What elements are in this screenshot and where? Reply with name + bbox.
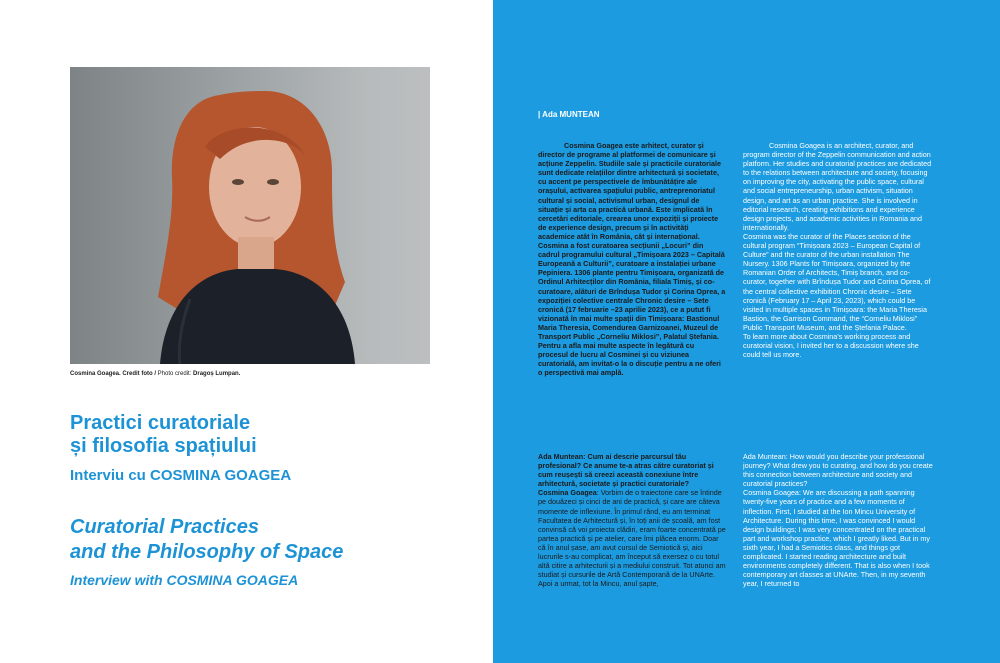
interview-en-question: Ada Muntean: How would you describe your professional journey? What drew you to curating, and how do you create this connection between architecture and society and curatorial practices? [743,452,933,489]
interview-en-answer-label: Cosmina Goagea [743,488,799,498]
portrait-illustration [70,67,430,364]
intro-ro-paragraph-1: Cosmina Goagea este arhitect, curator și director de programe al platformei de comunicare și acțiune Zeppelin. Studiile sale și practicile curatoriale sunt dedicate relațiilor dintre arhitectură și societate, cu accent pe perspectivele de îmbunătățire ale orașului, activarea spațiului public, antreprenoriatul cultural și social, activismul urban, designul de situație și arta ca practică urbană. Este implicată în cercetări editoriale, crearea unor expoziții și proiecte de experience design, precum și în activități academice atât în România, cât și internațional. [538,141,721,241]
intro-romanian-column [538,141,726,431]
title-ro-line2: și filosofia spațiului [70,435,257,457]
title-ro-line1: Practici curatoriale [70,412,251,434]
title-romanian [70,412,470,458]
interview-en-answer-text: : We are discussing a path spanning twenty-five years of practice and a few moments of inflection. First, I studied at the Ion Mincu University of Architecture. During this time, I was convinced I would design buildings; I was very concentrated on the practical part and workshop practice, which I greatly liked. But in my sixth year, I had a Semiotics class, and things got complicated. I started reading architecture and built environments completely different. That is also when I took contemporary art classes at UNArte. Then, in my seventh year, I returned to [743,488,930,589]
subtitle-romanian [70,467,291,484]
interview-english-column [743,452,933,663]
intro-en-paragraph-1: Cosmina Goagea is an architect, curator, and program director of the Zeppelin communication and action platform. Her studies and curatorial practices are dedicated to the relations between architecture and society, focusing on improving the city, activating the public space, cultural and social entrepreneurship, urban activism, situation design, and art as an urban practice. She is involved in editorial research, creating exhibitions and experience design projects, and academic activities in Romania and internationally. [743,141,932,232]
interview-en-answer [743,488,933,588]
caption-rest: Photo credit: [156,371,194,377]
interview-ro-question: Ada Muntean: Cum ai descrie parcursul tău profesional? Ce anume te-a atras către curatoriat și cum reușești să creezi această conexiune între arhitectură, societate și practici curatoriale? [538,452,714,489]
subtitle-ro-name: COSMINA GOAGEA [150,467,292,484]
left-page [0,0,493,663]
interview-ro-answer-text: : Vorbim de o traiectorie care se întinde pe douăzeci și cinci de ani de practică, și care are câteva momente de inflexiune. În primul rând, eu am terminat Facultatea de Arhitectură și, în toți anii de școală, am fost convinsă că voi proiecta clădiri, eram foarte concentrată pe partea practică și pe atelier, care îmi plăcea enorm. Doar că în anul șase, am avut cursul de Semiotică și, aici lucrurile s-au complicat, am început să exersez o cu totul altă citire a arhitecturii și a mediului construit. Tot atunci am studiat și cursurile de Artă Contemporană de la UNArte. Apoi a urmat, tot la Mincu, anul șapte, [538,488,726,589]
intro-en-paragraph-2: Cosmina was the curator of the Places section of the cultural program “Timișoara 2023 – European Capital of Culture” and the curator of the urban installation The Nursery. 1306 Plants for Timișoara, organized by the Romanian Order of Architects, Timiș branch, and co-curator, together with Brîndușa Tudor and Corina Oprea, of the central collective exhibition Chronic desire – Sete cronică (February 17 – April 23, 2023), which could be visited in multiple spaces in Timișoara: the Maria Theresia Bastion, the Garrison Command, the “Corneliu Miklosi” Public Transport Museum, and the Ștefania Palace. [743,231,931,332]
title-en-line1: Curatorial Practices [70,516,259,538]
intro-ro-paragraph-2: Cosmina a fost curatoarea secțiunii „Locuri” din cadrul programului cultural „Timișoara 2023 – Capitală Europeană a Culturii”, curatoare a instalației urbane Pepiniera. 1306 plante pentru Timișoara, organizată de Ordinul Arhitecților din România, filiala Timiș, și co-curatoare, alături de Brîndușa Tudor și Corina Oprea, a expoziției colective centrale Chronic desire – Sete cronică (17 februarie –23 aprilie 2023), ce a putut fi vizionată în mai multe spații din Timișoara: Bastionul Maria Theresia, Comendurea Garnizoanei, Muzeul de Transport Public „Corneliu Miklosi”, Palatul Ștefania. [538,241,726,341]
subtitle-ro-prefix: Interviu cu [70,467,151,484]
interview-romanian-column [538,452,726,663]
portrait-photo [70,67,430,364]
right-page [493,0,1000,663]
author-byline: | Ada MUNTEAN [538,110,600,119]
title-en-line2: and the Philosophy of Space [70,541,344,563]
intro-en-paragraph-3: To learn more about Cosmina’s working process and curatorial vision, I invited her to a discussion where she could tell us more. [743,331,919,360]
subtitle-english [70,572,298,588]
interview-ro-answer [538,488,726,588]
interview-ro-answer-label: Cosmina Goagea [538,488,597,498]
subtitle-en-name: COSMINA GOAGEA [166,572,299,588]
subtitle-en-prefix: Interview with [70,572,167,588]
caption-photographer: Dragoș Lumpan. [193,371,241,377]
title-english [70,515,470,565]
photo-caption [70,371,450,377]
caption-bold: Cosmina Goagea. Credit foto / [70,371,157,377]
intro-ro-paragraph-3: Pentru a afla mai multe aspecte în legătură cu procesul de lucru al Cosminei și cu viziunea curatorială, am invitat-o la o discuție pentru a ne oferi o perspectivă mai amplă. [538,341,721,378]
intro-english-column [743,141,933,431]
